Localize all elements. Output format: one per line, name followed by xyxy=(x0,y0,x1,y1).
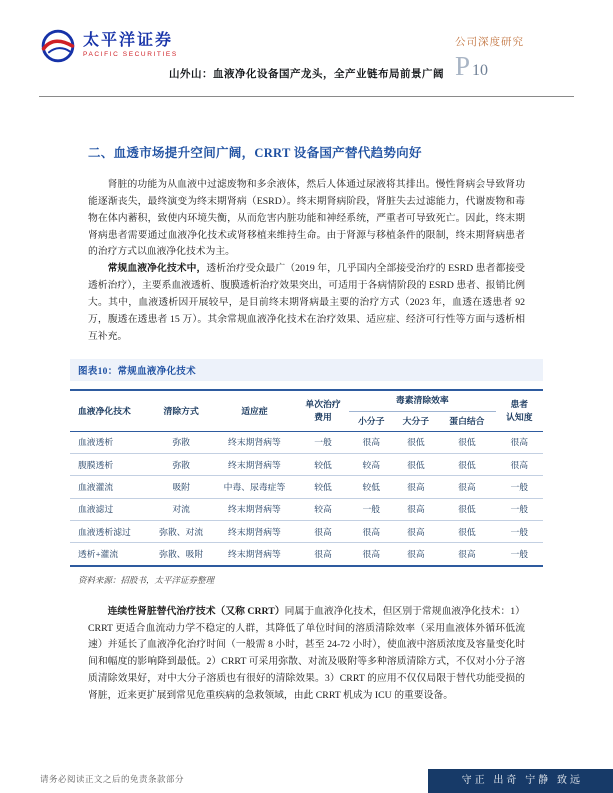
paragraph-text: 透析治疗受众最广（2019 年，几乎国内全部接受治疗的 ESRD 患者都接受透析治疗），主要系血液透析、腹膜透析治疗效果突出，可适用于各病情阶段的 ESRD 患者、报销比例大。其中，血液透析因开展较早，是目前终末期肾病最主要的治疗方式（2023 年，血透在透患者 92 万，腹透在透患者 15 万）。其余常规血液净化技术在治疗效果、适应症、经济可行性等方面与透析相互补充。 xyxy=(88,263,526,342)
table-cell: 弥散、吸附 xyxy=(150,543,211,566)
table-cell: 腹膜透析 xyxy=(70,454,150,476)
col-header-cost xyxy=(297,390,349,431)
table-cell: 很低 xyxy=(394,454,439,476)
table-cell: 很高 xyxy=(394,521,439,543)
table-cell: 很高 xyxy=(438,543,495,566)
col-header-tech: 血液净化技术 xyxy=(78,405,131,416)
table-cell: 一般 xyxy=(496,543,543,566)
table-cell: 弥散、对流 xyxy=(150,521,211,543)
table-cell: 一般 xyxy=(349,498,394,520)
table-cell: 终末期肾病等 xyxy=(212,498,297,520)
table-cell: 很低 xyxy=(438,431,495,453)
table-cell: 血液透析滤过 xyxy=(70,521,150,543)
paragraph-text: 同属于血液净化技术，但区别于常规血液净化技术：1）CRRT 更适合血流动力学不稳定的人群，其降低了单位时间的溶质清除效率（采用血液体外循环低流速）并延长了血液净化治疗时间（一般需 8 小时，甚至 24-72 小时），使血液中溶质浓度及容量变化时间和幅度的影响降到最低。2）CRRT 可采用弥散、对流及吸附等多种溶质清除方式，不仅对小分子溶质清除效果好，对中大分子溶质也有很好的清除效果。3）CRRT 的应用不仅仅局限于替代功能受损的肾脏，近来更扩展到常见危重疾病的急救领域，由此 CRRT 机成为 ICU 的重要设备。 xyxy=(88,605,525,701)
table-cell: 血液滤过 xyxy=(70,498,150,520)
table-cell: 很高 xyxy=(349,431,394,453)
brand-logo-icon xyxy=(40,28,76,64)
paragraph xyxy=(88,604,525,705)
table-cell: 很高 xyxy=(394,476,439,498)
table-cell: 一般 xyxy=(496,476,543,498)
table-cell: 较高 xyxy=(297,498,349,520)
table-cell: 一般 xyxy=(496,498,543,520)
purification-tech-table xyxy=(70,389,543,566)
table-cell: 很高 xyxy=(496,454,543,476)
table-row xyxy=(70,476,543,498)
main-content xyxy=(0,143,613,705)
col-header-awareness-line1: 患者 xyxy=(510,398,529,409)
col-header-cost-line1: 单次治疗 xyxy=(305,398,341,409)
table-row xyxy=(70,521,543,543)
report-header xyxy=(0,0,613,97)
table-cell: 很低 xyxy=(394,431,439,453)
table-header-row xyxy=(70,390,543,411)
table-row xyxy=(70,543,543,566)
header-divider xyxy=(39,96,574,97)
table-cell: 终末期肾病等 xyxy=(212,454,297,476)
paragraph xyxy=(88,177,525,261)
page-number-prefix: P xyxy=(455,51,471,81)
table-cell: 较低 xyxy=(297,454,349,476)
footer-disclaimer: 请务必阅读正文之后的免责条款部分 xyxy=(40,774,185,784)
page-footer xyxy=(0,767,613,793)
col-header-indication: 适应症 xyxy=(241,405,268,416)
col-header-cost-line2: 费用 xyxy=(314,412,332,423)
table-cell: 血液灌流 xyxy=(70,476,150,498)
table-cell: 一般 xyxy=(297,431,349,453)
col-header-method: 清除方式 xyxy=(163,405,199,416)
table-cell: 较低 xyxy=(349,476,394,498)
page-number-value: 10 xyxy=(472,62,489,79)
table-cell: 很高 xyxy=(297,543,349,566)
table-body xyxy=(70,431,543,565)
table-cell: 血液透析 xyxy=(70,431,150,453)
table-row xyxy=(70,431,543,453)
table-cell: 终末期肾病等 xyxy=(212,431,297,453)
figure-title: 图表10：常规血液净化技术 xyxy=(70,359,543,381)
col-header-small-molecule: 小分子 xyxy=(358,415,385,426)
table-cell: 弥散 xyxy=(150,431,211,453)
footer-motto: 守正 出奇 宁静 致远 xyxy=(428,769,613,793)
table-cell: 较高 xyxy=(349,454,394,476)
table-cell: 很高 xyxy=(349,543,394,566)
brand-text xyxy=(83,33,178,59)
table-cell: 很高 xyxy=(394,543,439,566)
col-header-protein-bound: 蛋白结合 xyxy=(449,415,485,426)
brand-name-en: PACIFIC SECURITIES xyxy=(83,50,178,58)
col-header-efficiency-group: 毒素清除效率 xyxy=(349,390,496,411)
table-cell: 较低 xyxy=(297,476,349,498)
table-cell: 中毒、尿毒症等 xyxy=(212,476,297,498)
pacific-securities-logo xyxy=(40,28,178,64)
col-header-awareness xyxy=(496,390,543,431)
table-row xyxy=(70,498,543,520)
table-cell: 透析+灌流 xyxy=(70,543,150,566)
paragraph-lead: 常规血液净化技术中， xyxy=(107,263,207,275)
col-header-awareness-line2: 认知度 xyxy=(506,412,533,423)
brand-name-cn: 太平洋证券 xyxy=(83,32,174,50)
col-header-large-molecule: 大分子 xyxy=(402,415,430,426)
table-cell: 对流 xyxy=(150,498,211,520)
paragraph-lead: 连续性肾脏替代治疗技术（又称 CRRT） xyxy=(107,605,285,617)
table-cell: 很高 xyxy=(496,431,543,453)
table-cell: 很高 xyxy=(297,521,349,543)
document-title: 山外山：血液净化设备国产龙头，全产业链布局前景广阔 xyxy=(169,69,444,80)
table-cell: 很高 xyxy=(438,476,495,498)
table-cell: 很低 xyxy=(438,498,495,520)
table-cell: 一般 xyxy=(496,521,543,543)
report-type-label: 公司深度研究 xyxy=(455,37,524,48)
table-cell: 很高 xyxy=(394,498,439,520)
paragraph-text: 肾脏的功能为从血液中过滤废物和多余液体，然后人体通过尿液将其排出。慢性肾病会导致肾功能逐渐丧失，最终演变为终末期肾病（ESRD）。终末期肾病阶段，肾脏失去过滤能力，代谢废物和毒物在体内蓄积，致使内环境失衡，从而危害内脏功能和神经系统，严重者可导致死亡。因此，终末期肾病患者需要通过血液净化技术或肾移植来维持生命。由于肾源与移植条件的限制，终末期肾病患者的治疗方式以血液净化技术为主。 xyxy=(88,179,525,258)
paragraph xyxy=(88,261,525,345)
section-heading: 二、血透市场提升空间广阔，CRRT 设备国产替代趋势向好 xyxy=(88,146,422,160)
table-cell: 弥散 xyxy=(150,454,211,476)
figure-block xyxy=(70,359,543,585)
table-cell: 很高 xyxy=(349,521,394,543)
table-cell: 很低 xyxy=(438,454,495,476)
table-row xyxy=(70,454,543,476)
table-cell: 终末期肾病等 xyxy=(212,543,297,566)
table-cell: 终末期肾病等 xyxy=(212,521,297,543)
table-cell: 很低 xyxy=(438,521,495,543)
figure-source: 资料来源：招股书，太平洋证券整理 xyxy=(78,574,215,585)
table-header xyxy=(70,390,543,431)
table-cell: 吸附 xyxy=(150,476,211,498)
